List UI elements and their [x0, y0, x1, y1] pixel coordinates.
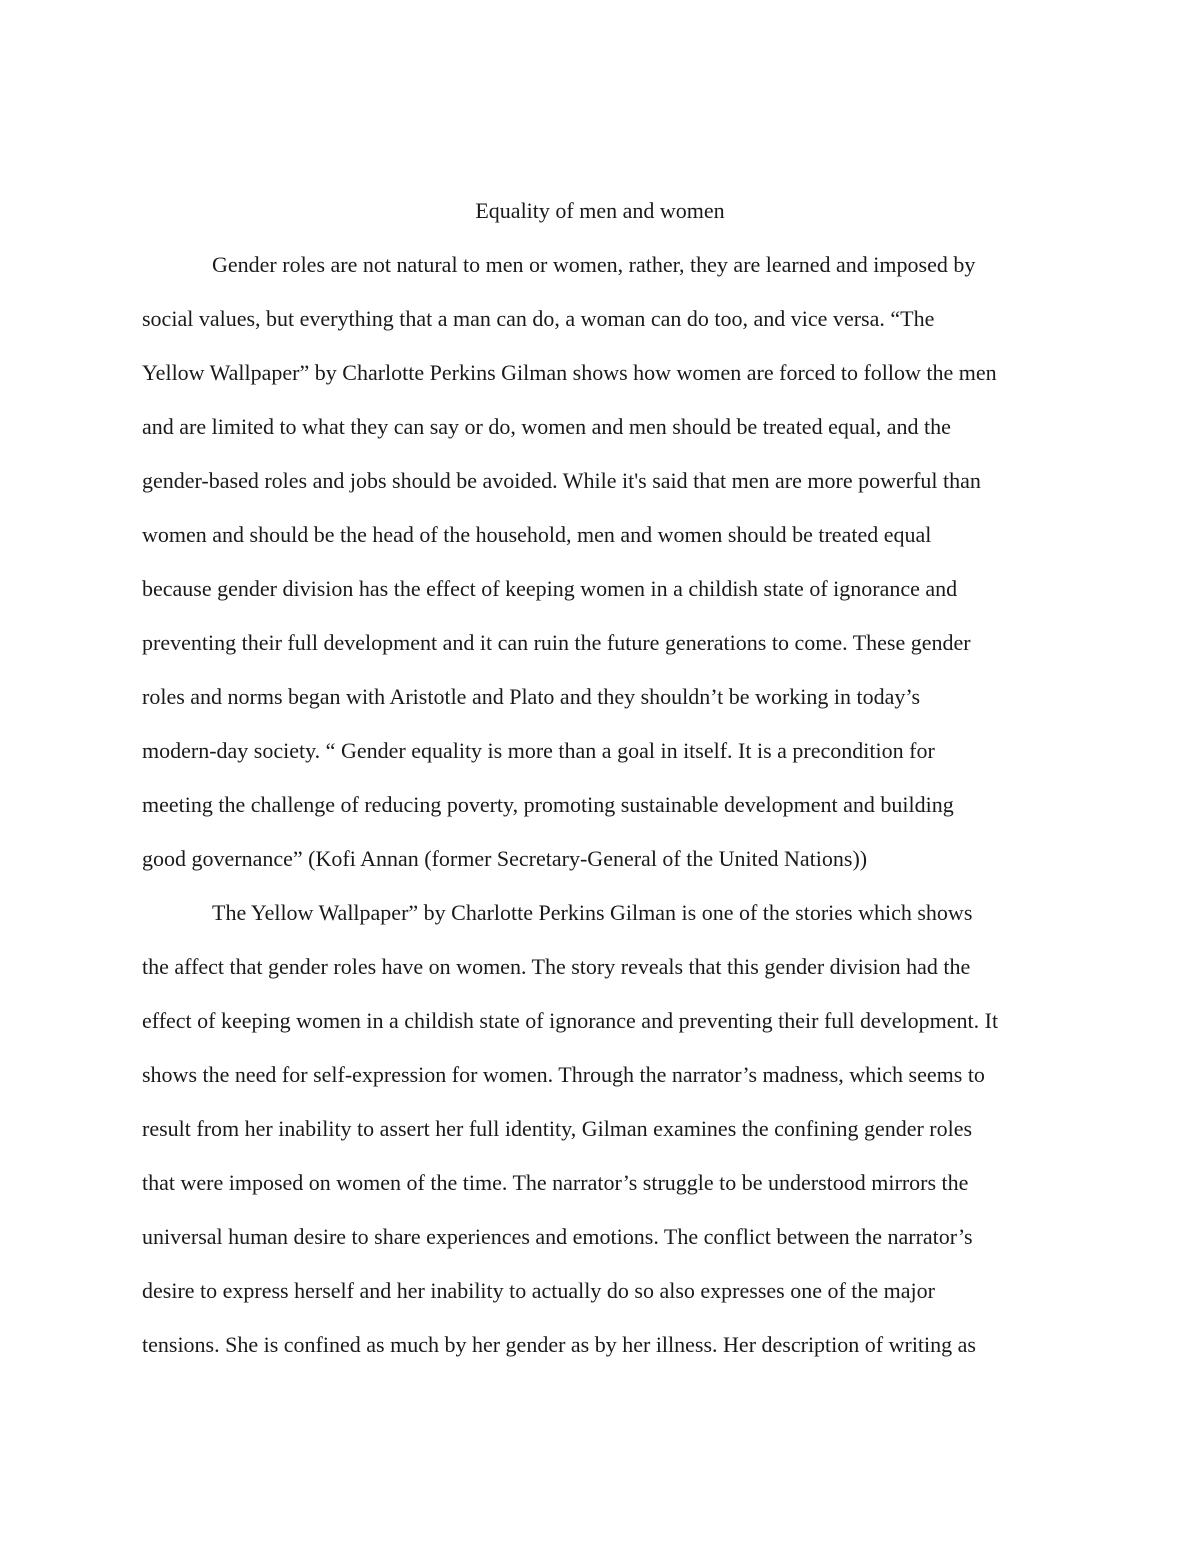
- paragraph-1-line: preventing their full development and it can ruin the future generations to come. These gender: [142, 630, 971, 655]
- paragraph-2-line: tensions. She is confined as much by her gender as by her illness. Her description of writing as: [142, 1332, 976, 1357]
- paragraph-1-line: roles and norms began with Aristotle and Plato and they shouldn’t be working in today’s: [142, 684, 921, 709]
- paragraph-2-line: the affect that gender roles have on women. The story reveals that this gender division had the: [142, 954, 971, 979]
- paragraph-1-line: modern-day society. “ Gender equality is more than a goal in itself. It is a precondition for: [142, 738, 935, 763]
- paragraph-1-line: because gender division has the effect of keeping women in a childish state of ignorance and: [142, 576, 958, 601]
- paragraph-2-line: universal human desire to share experiences and emotions. The conflict between the narrator’s: [142, 1224, 973, 1249]
- paragraph-2-line: result from her inability to assert her full identity, Gilman examines the confining gender roles: [142, 1116, 973, 1141]
- paragraph-2-line: The Yellow Wallpaper” by Charlotte Perkins Gilman is one of the stories which shows: [212, 900, 973, 925]
- paragraph-1-line: social values, but everything that a man can do, a woman can do too, and vice versa. “The: [142, 306, 935, 331]
- paragraph-1-line: gender-based roles and jobs should be avoided. While it's said that men are more powerful than: [142, 468, 981, 493]
- paragraph-2-line: effect of keeping women in a childish state of ignorance and preventing their full development. It: [142, 1008, 999, 1033]
- paragraph-1-line: Gender roles are not natural to men or women, rather, they are learned and imposed by: [212, 252, 976, 277]
- document-title: Equality of men and women: [475, 198, 725, 223]
- paragraph-1-line: and are limited to what they can say or do, women and men should be treated equal, and the: [142, 414, 951, 439]
- paragraph-2-line: that were imposed on women of the time. The narrator’s struggle to be understood mirrors the: [142, 1170, 969, 1195]
- paragraph-1-line: good governance” (Kofi Annan (former Secretary-General of the United Nations)): [142, 846, 868, 871]
- paragraph-1-line: meeting the challenge of reducing poverty, promoting sustainable development and building: [142, 792, 954, 817]
- paragraph-2-line: desire to express herself and her inability to actually do so also expresses one of the major: [142, 1278, 935, 1303]
- paragraph-2-line: shows the need for self-expression for women. Through the narrator’s madness, which seems to: [142, 1062, 985, 1087]
- paragraph-1-line: Yellow Wallpaper” by Charlotte Perkins Gilman shows how women are forced to follow the men: [142, 360, 997, 385]
- paragraph-1-line: women and should be the head of the household, men and women should be treated equal: [142, 522, 932, 547]
